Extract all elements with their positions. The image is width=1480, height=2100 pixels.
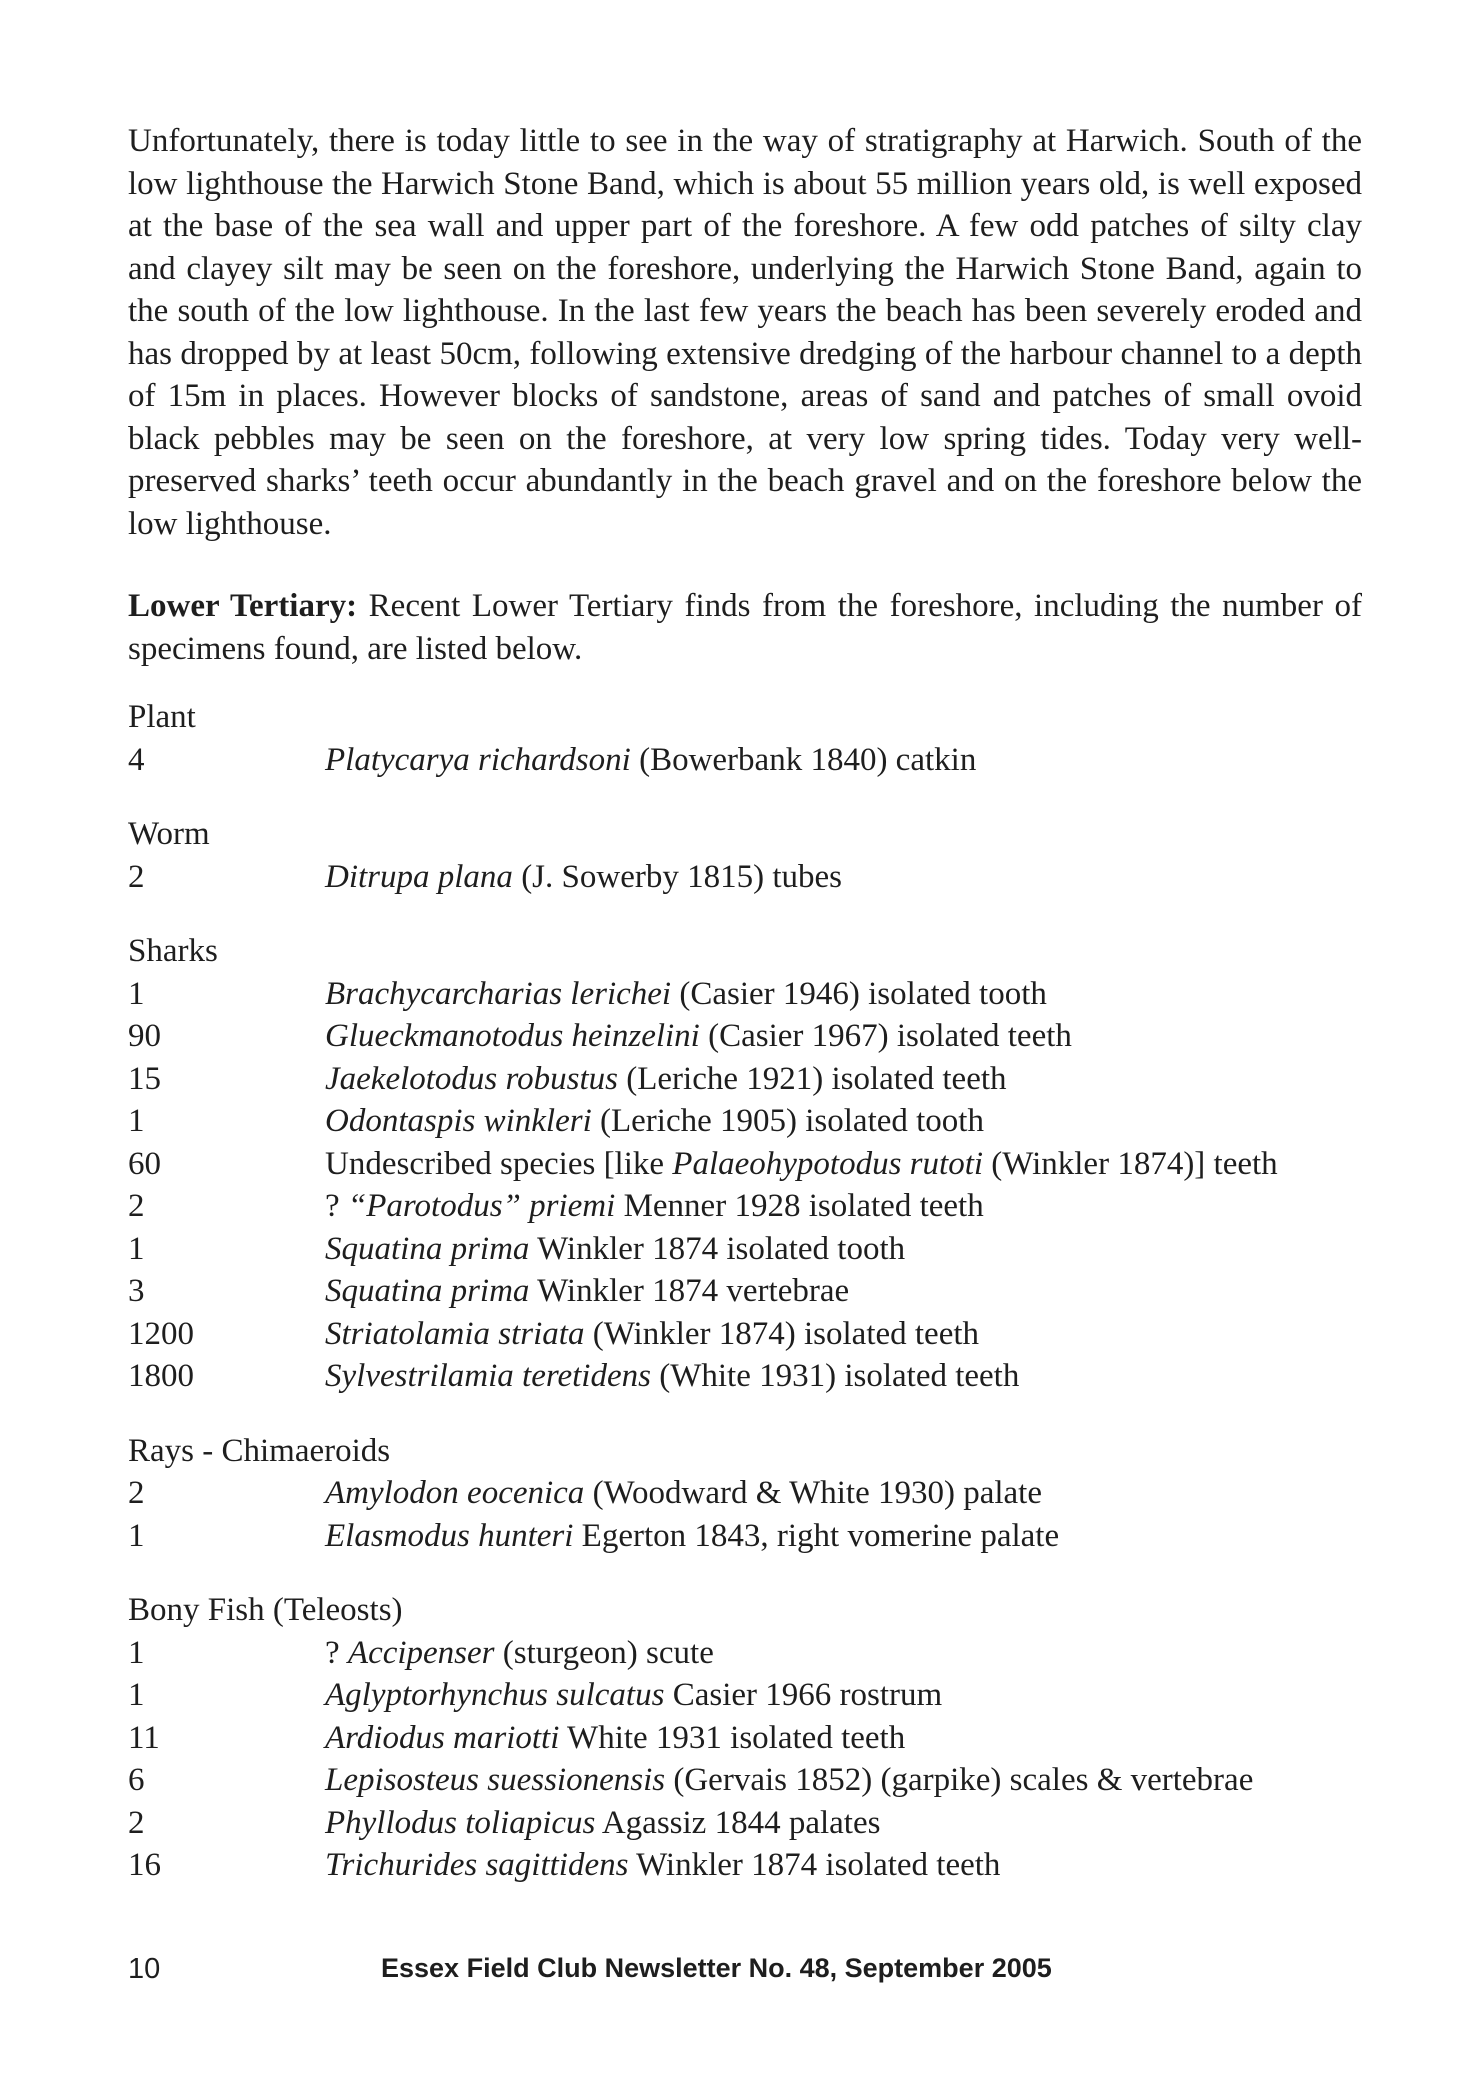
group-title: Rays - Chimaeroids [128, 1432, 391, 1469]
taxon-name: Aglyptorhynchus sulcatus [325, 1677, 665, 1713]
group-title: Sharks [128, 933, 218, 969]
specimen-description [325, 1228, 1362, 1271]
description-text: Undescribed species [like [325, 1145, 673, 1182]
lower-tertiary-paragraph [128, 585, 1362, 670]
footer-publication-title: Essex Field Club Newsletter No. 48, September 2005 [381, 1953, 1052, 1983]
description-text: Agassiz 1844 palates [595, 1804, 881, 1841]
taxon-name: Glueckmanotodus heinzelini [325, 1018, 700, 1054]
lower-tertiary-heading: Lower Tertiary: [128, 588, 358, 624]
taxon-name: Palaeohypotodus rutoti [672, 1145, 984, 1182]
specimen-description [325, 1759, 1362, 1802]
specimen-description [325, 1143, 1362, 1186]
description-text: Winkler 1874 isolated tooth [529, 1230, 906, 1267]
specimen-count: 1 [128, 1517, 145, 1554]
taxon-name: Sylvestrilamia teretidens [325, 1358, 651, 1394]
description-text: Winkler 1874 vertebrae [529, 1273, 850, 1309]
specimen-description [325, 1717, 1362, 1760]
specimen-row [128, 1802, 1362, 1845]
specimen-description [325, 973, 1362, 1016]
specimen-row [128, 1015, 1362, 1058]
specimen-row [128, 739, 1362, 782]
specimen-description [325, 1100, 1362, 1143]
intro-paragraph: Unfortunately, there is today little to see in the way of stratigraphy at Harwich. South of the low lighthouse the Harwich Stone Band, which is about 55 million years old, is well exposed at the base of the sea wall and upper part of the foreshore. A few odd patches of silty clay and clayey silt may be seen on the foreshore, underlying the Harwich Stone Band, again to the south of the low lighthouse. In the last few years the beach has been severely eroded and has dropped by at least 50cm, following extensive dredging of the harbour channel to a depth of 15m in places. However blocks of sandstone, areas of sand and patches of small ovoid black pebbles may be seen on the foreshore, at very low spring tides. Today very well-preserved sharks’ teeth occur abundantly in the beach gravel and on the foreshore below the low lighthouse. [128, 123, 1362, 542]
specimen-row [128, 1472, 1362, 1515]
taxon-group [128, 930, 1362, 1398]
specimen-list [128, 696, 1362, 1887]
group-title: Bony Fish (Teleosts) [128, 1592, 403, 1628]
taxon-name: Odontaspis winkleri [325, 1103, 592, 1139]
description-text: (White 1931) isolated teeth [650, 1358, 1020, 1394]
specimen-count: 2 [128, 858, 145, 895]
specimen-row [128, 1759, 1362, 1802]
specimen-row [128, 1313, 1362, 1356]
taxon-name: “Parotodus” priemi [347, 1188, 616, 1224]
taxon-name: Trichurides sagittidens [325, 1847, 629, 1883]
specimen-description [325, 1844, 1362, 1887]
specimen-row [128, 1632, 1362, 1675]
description-text: (Casier 1946) isolated tooth [671, 975, 1047, 1012]
taxon-name: Amylodon eocenica [325, 1475, 585, 1511]
taxon-name: Phyllodus toliapicus [325, 1804, 596, 1841]
specimen-count: 90 [128, 1018, 161, 1054]
taxon-group [128, 1589, 1362, 1887]
specimen-count: 1 [128, 975, 145, 1012]
specimen-description [325, 739, 1362, 782]
description-text: Menner 1928 isolated teeth [615, 1188, 984, 1224]
specimen-count: 1200 [128, 1315, 194, 1352]
specimen-description [325, 1058, 1362, 1101]
lower-tertiary-text: Recent Lower Tertiary finds from the foreshore, including the number of specimens found, are listed below. [128, 588, 1363, 667]
description-text: (Gervais 1852) (garpike) scales & vertebrae [665, 1762, 1254, 1798]
group-title: Plant [128, 699, 196, 735]
description-text: (sturgeon) scute [494, 1634, 714, 1671]
specimen-description [325, 1015, 1362, 1058]
specimen-row [128, 1844, 1362, 1887]
specimen-count: 15 [128, 1060, 161, 1097]
specimen-count: 4 [128, 741, 145, 778]
description-text: (Leriche 1905) isolated tooth [591, 1103, 984, 1139]
specimen-row [128, 1674, 1362, 1717]
specimen-row [128, 1100, 1362, 1143]
taxon-name: Elasmodus hunteri [325, 1517, 574, 1554]
specimen-description [325, 1270, 1362, 1313]
specimen-description [325, 1515, 1362, 1558]
specimen-count: 11 [128, 1719, 160, 1756]
description-text: (Woodward & White 1930) palate [584, 1475, 1042, 1511]
specimen-description [325, 1472, 1362, 1515]
description-text: Casier 1966 rostrum [664, 1677, 943, 1713]
description-text: (Winkler 1874) isolated teeth [584, 1315, 980, 1352]
specimen-count: 1 [128, 1103, 145, 1139]
specimen-row [128, 1185, 1362, 1228]
specimen-row [128, 1058, 1362, 1101]
specimen-row [128, 973, 1362, 1016]
specimen-description [325, 1674, 1362, 1717]
specimen-count: 2 [128, 1188, 145, 1224]
taxon-name: Striatolamia striata [325, 1315, 585, 1352]
specimen-description [325, 1313, 1362, 1356]
specimen-count: 1 [128, 1634, 145, 1671]
specimen-count: 16 [128, 1847, 161, 1883]
specimen-row [128, 1228, 1362, 1271]
specimen-count: 60 [128, 1145, 161, 1182]
taxon-name: Ditrupa plana [325, 858, 513, 895]
specimen-description [325, 1185, 1362, 1228]
page-body [128, 120, 1362, 1919]
description-text: (Bowerbank 1840) catkin [630, 741, 977, 778]
specimen-row [128, 856, 1362, 899]
taxon-name: Lepisosteus suessionensis [325, 1762, 666, 1798]
specimen-description [325, 1355, 1362, 1398]
specimen-count: 1800 [128, 1358, 194, 1394]
group-title: Worm [128, 816, 210, 852]
taxon-name: Platycarya richardsoni [325, 741, 631, 778]
specimen-count: 2 [128, 1804, 145, 1841]
taxon-name: Ardiodus mariotti [325, 1719, 560, 1756]
specimen-count: 3 [128, 1273, 145, 1309]
specimen-description [325, 856, 1362, 899]
taxon-name: Squatina prima [325, 1230, 530, 1267]
specimen-row [128, 1515, 1362, 1558]
specimen-description [325, 1632, 1362, 1675]
taxon-name: Accipenser [347, 1634, 495, 1671]
page-number: 10 [128, 1953, 161, 1985]
specimen-count: 1 [128, 1677, 145, 1713]
taxon-group [128, 696, 1362, 781]
taxon-name: Jaekelotodus robustus [325, 1060, 618, 1097]
specimen-description [325, 1802, 1362, 1845]
specimen-count: 1 [128, 1230, 145, 1267]
description-text: Winkler 1874 isolated teeth [628, 1847, 1001, 1883]
page-footer [128, 1953, 1362, 1993]
description-text: White 1931 isolated teeth [559, 1719, 906, 1756]
specimen-count: 6 [128, 1762, 145, 1798]
taxon-group [128, 1430, 1362, 1558]
taxon-name: Brachycarcharias lerichei [325, 975, 672, 1012]
description-text: (J. Sowerby 1815) tubes [512, 858, 842, 895]
description-text: Egerton 1843, right vomerine palate [573, 1517, 1060, 1554]
specimen-row [128, 1717, 1362, 1760]
specimen-row [128, 1355, 1362, 1398]
specimen-row [128, 1143, 1362, 1186]
description-text: (Casier 1967) isolated teeth [699, 1018, 1072, 1054]
description-text: (Winkler 1874)] teeth [983, 1145, 1278, 1182]
description-text: ? [325, 1634, 348, 1671]
taxon-group [128, 813, 1362, 898]
specimen-row [128, 1270, 1362, 1313]
description-text: ? [325, 1188, 348, 1224]
specimen-count: 2 [128, 1475, 145, 1511]
description-text: (Leriche 1921) isolated teeth [618, 1060, 1007, 1097]
taxon-name: Squatina prima [325, 1273, 530, 1309]
